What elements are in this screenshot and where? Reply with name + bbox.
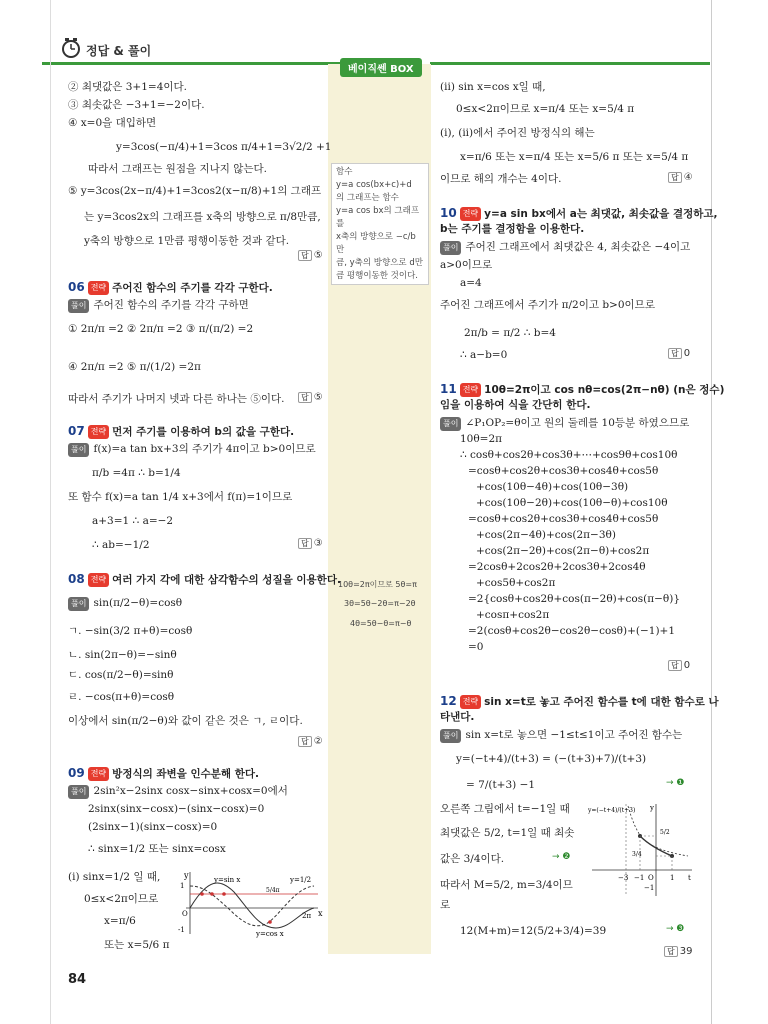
q09-graph-one: 1	[180, 882, 185, 890]
page-right-border	[711, 0, 712, 1024]
text-line: y=3cos(−π/4)+1=3cos π/4+1=3√2/2 +1	[116, 141, 332, 153]
note-line: 큼, y축의 방향으로 d만	[336, 258, 423, 268]
q09-header: 09 전략 방정식의 좌변을 인수분해 한다.	[68, 766, 259, 780]
q09-graph	[178, 868, 328, 940]
q06-r3: 따라서 주기가 나머지 넷과 다른 하나는 ⑤이다.	[68, 393, 285, 405]
q11-line: =0	[468, 641, 484, 653]
q12-step1: → ❶	[666, 778, 685, 788]
q11-line: =2cosθ+2cos2θ+2cos3θ+2cos4θ	[468, 561, 646, 573]
note-text	[336, 166, 426, 283]
q12-r3: 오른쪽 그림에서 t=−1일 때	[440, 803, 570, 815]
q11-line: =cosθ+cos2θ+cos3θ+cos4θ+cos5θ	[468, 465, 659, 477]
q08-r1: ㄱ. −sin(3/2 π+θ)=cosθ	[68, 625, 193, 637]
q12-r4: 최댓값은 5/2, t=1일 때 최솟	[440, 827, 575, 839]
q10-answer: 답 0	[668, 348, 690, 359]
q10-header: 10 전략 y=a sin bx에서 a는 최댓값, 최솟값을 결정하고,	[440, 206, 718, 220]
q09-graph-ylab: y	[184, 871, 189, 880]
q11-line: =2{cosθ+cos2θ+cos(π−2θ)+cos(π−θ)}	[468, 593, 681, 605]
q11-line: +cos(2π−4θ)+cos(2π−3θ)	[476, 529, 616, 541]
header-rule	[42, 62, 342, 65]
note-calc-1: 10θ=2π이므로 5θ=π	[338, 580, 417, 589]
text-line: x=π/6 또는 x=π/4 또는 x=5/6 π 또는 x=5/4 π	[460, 151, 689, 163]
q06-r1: ① 2π/π =2 ② 2π/π =2 ③ π/(π/2) =2	[68, 323, 254, 335]
q12-answer: 답 39	[664, 946, 692, 957]
q11-line: +cosπ+cos2π	[476, 609, 550, 621]
q12-r8: 12(M+m)=12(5/2+3/4)=39	[460, 925, 607, 937]
q12-r6: 따라서 M=5/2, m=3/4이므	[440, 879, 573, 891]
text-line: 0≤x<2π이므로 x=π/4 또는 x=5/4 π	[456, 103, 635, 115]
q12-graph-34: 3/4	[632, 851, 642, 858]
q09-graph-mone: -1	[178, 926, 185, 934]
q12-strategy2: 타낸다.	[440, 711, 475, 723]
q09-r6: x=π/6	[104, 915, 136, 927]
q07-header: 07 전략 먼저 주기를 이용하여 b의 값을 구한다.	[68, 424, 295, 438]
q09-r3: ∴ sinx=1/2 또는 sinx=cosx	[88, 843, 226, 855]
q12-sol: 풀이 sin x=t로 놓으면 −1≤t≤1이고 주어진 함수는	[440, 728, 682, 743]
q09-graph-o: O	[182, 910, 188, 918]
q11-line: 10θ=2π	[460, 433, 503, 445]
text-line: (ii) sin x=cos x일 때,	[440, 81, 546, 93]
q12-step2: → ❷	[552, 852, 571, 862]
text-line: 이므로 해의 개수는 4이다.	[440, 173, 562, 185]
page-left-border	[50, 0, 51, 1024]
q08-r4: ㄹ. −cos(π+θ)=cosθ	[68, 691, 175, 703]
q08-header: 08 전략 여러 가지 각에 대한 삼각함수의 성질을 이용한다.	[68, 572, 341, 586]
q10-sol: 풀이 주어진 그래프에서 최댓값은 4, 최솟값은 −4이고	[440, 240, 690, 255]
header-clock-icon	[60, 37, 82, 59]
q11-sol: 풀이 ∠P₁OP₂=θ이고 원의 둘레를 10등분 하였으므로	[440, 416, 689, 431]
q10-r2: a=4	[460, 277, 482, 289]
note-calc-2: 3θ=5θ−2θ=π−2θ	[344, 599, 416, 608]
q07-r2: 또 함수 f(x)=a tan 1/4 x+3에서 f(π)=1이므로	[68, 491, 293, 503]
q11-header: 11 전략 10θ=2π이고 cos nθ=cos(2π−nθ) (n은 정수)	[440, 382, 725, 396]
q07-r3: a+3=1 ∴ a=−2	[92, 515, 174, 527]
q11-answer: 답 0	[668, 660, 690, 671]
answer-mark: 답 ⑤	[298, 250, 323, 261]
text-line: y축의 방향으로 1만큼 평행이동한 것과 같다.	[84, 235, 290, 247]
q09-graph-x5: 5/4π	[266, 887, 280, 894]
q09-graph-x2: 2π	[302, 912, 312, 920]
header-title: 정답 & 풀이	[86, 44, 152, 58]
q11-line: +cos(10θ−4θ)+cos(10θ−3θ)	[476, 481, 629, 493]
note-line: 함수	[336, 167, 353, 177]
q08-r2: ㄴ. sin(2π−θ)=−sinθ	[68, 649, 177, 661]
q11-line: =cosθ+cos2θ+cos3θ+cos4θ+cos5θ	[468, 513, 659, 525]
text-line: ③ 최솟값은 −3+1=−2이다.	[68, 99, 205, 111]
box-label: 베이직쎈 BOX	[340, 58, 422, 77]
q10-r1: a>0이므로	[440, 259, 493, 271]
note-line: x축의 방향으로 −c/b 만	[336, 232, 416, 255]
q07-r1: π/b =4π ∴ b=1/4	[92, 467, 181, 479]
q11-line: ∴ cosθ+cos2θ+cos3θ+⋯+cos9θ+cos10θ	[460, 449, 678, 461]
q12-graph	[588, 800, 698, 900]
q12-r1: y=(−t+4)/(t+3) = (−(t+3)+7)/(t+3)	[456, 753, 647, 765]
q10-r4: 2π/b = π/2 ∴ b=4	[464, 327, 556, 339]
text-line: ④ x=0을 대입하면	[68, 117, 157, 129]
q12-graph-52: 5/2	[660, 829, 670, 836]
q12-graph-y: y	[650, 804, 654, 812]
text-line: ⑤ y=3cos(2x−π/4)+1=3cos2(x−π/8)+1의 그래프	[68, 185, 322, 197]
note-line: 큼 평행이동한 것이다.	[336, 271, 419, 281]
q09-graph-xlab: x	[318, 909, 323, 918]
q10-r3: 주어진 그래프에서 주기가 π/2이고 b>0이므로	[440, 299, 655, 311]
q08-sol: 풀이 sin(π/2−θ)=cosθ	[68, 596, 182, 611]
q06-answer: 답 ⑤	[298, 392, 323, 403]
q12-r5: 값은 3/4이다.	[440, 853, 505, 865]
q12-graph-o: O	[648, 874, 654, 882]
q12-header: 12 전략 sin x=t로 놓고 주어진 함수를 t에 대한 함수로 나	[440, 694, 719, 708]
q09-graph-sin: y=sin x	[214, 876, 241, 884]
q07-r4: ∴ ab=−1/2	[92, 539, 150, 551]
q12-step3: → ❸	[666, 924, 685, 934]
text-line: 따라서 그래프는 원점을 지나지 않는다.	[88, 163, 267, 175]
text-line: ② 최댓값은 3+1=4이다.	[68, 81, 188, 93]
q09-r4: (i) sinx=1/2 일 때,	[68, 871, 161, 883]
q09-sol: 풀이 2sin²x−2sinx cosx−sinx+cosx=0에서	[68, 784, 288, 799]
q11-line: +cos(2π−2θ)+cos(2π−θ)+cos2π	[476, 545, 650, 557]
page-number: 84	[68, 972, 87, 987]
q12-graph-fn: y=(−t+4)/(t+3)	[588, 807, 636, 814]
q12-graph-t: t	[688, 874, 691, 882]
q12-graph-one: 1	[670, 874, 675, 882]
q06-sol: 풀이 주어진 함수의 주기를 각각 구하면	[68, 298, 249, 313]
q12-graph-m1: −1	[634, 874, 645, 882]
q11-strategy2: 임을 이용하여 식을 간단히 한다.	[440, 399, 591, 411]
q08-answer: 답 ②	[298, 736, 323, 747]
note-line: 의 그래프는 함수	[336, 193, 399, 203]
note-line: y=a cos(bx+c)+d	[336, 180, 412, 190]
note-calc-3: 4θ=5θ−θ=π−θ	[350, 619, 412, 628]
q11-line: +cos(10θ−2θ)+cos(10θ−θ)+cos10θ	[476, 497, 668, 509]
text-line: (i), (ii)에서 주어진 방정식의 해는	[440, 127, 595, 139]
q10-r5: ∴ a−b=0	[460, 349, 508, 361]
q07-sol: 풀이 f(x)=a tan bx+3의 주기가 4π이고 b>0이므로	[68, 442, 316, 457]
q12-r2: = 7/(t+3) −1	[466, 779, 536, 791]
q11-line: =2(cosθ+cos2θ−cos2θ−cosθ)+(−1)+1	[468, 625, 676, 637]
q09-graph-half: y=1/2	[290, 876, 312, 884]
q09-r5: 0≤x<2π이므로	[84, 893, 159, 905]
header-rule-right	[430, 62, 710, 65]
q09-r1: 2sinx(sinx−cosx)−(sinx−cosx)=0	[88, 803, 265, 815]
q07-answer: 답 ③	[298, 538, 323, 549]
q12-r7: 로	[440, 899, 451, 911]
q11-lines	[460, 432, 680, 656]
q08-r3: ㄷ. cos(π/2−θ)=sinθ	[68, 669, 174, 681]
q06-header: 06 전략 주어진 함수의 주기를 각각 구한다.	[68, 280, 273, 294]
text-line: 는 y=3cos2x의 그래프를 x축의 방향으로 π/8만큼,	[84, 211, 321, 223]
q08-r5: 이상에서 sin(π/2−θ)와 값이 같은 것은 ㄱ, ㄹ이다.	[68, 715, 303, 727]
q12-graph-mone: −1	[644, 884, 655, 892]
answer-mark: 답 ④	[668, 172, 693, 183]
q12-graph-m3: −3	[618, 874, 629, 882]
q09-graph-cos: y=cos x	[256, 930, 284, 938]
q09-r2: (2sinx−1)(sinx−cosx)=0	[88, 821, 218, 833]
note-line: y=a cos bx의 그래프를	[336, 206, 420, 229]
q06-r2: ④ 2π/π =2 ⑤ π/(1/2) =2π	[68, 361, 201, 373]
q11-line: +cos5θ+cos2π	[476, 577, 556, 589]
q10-strategy2: b는 주기를 결정함을 이용한다.	[440, 223, 585, 235]
q09-r7: 또는 x=5/6 π	[104, 939, 170, 951]
